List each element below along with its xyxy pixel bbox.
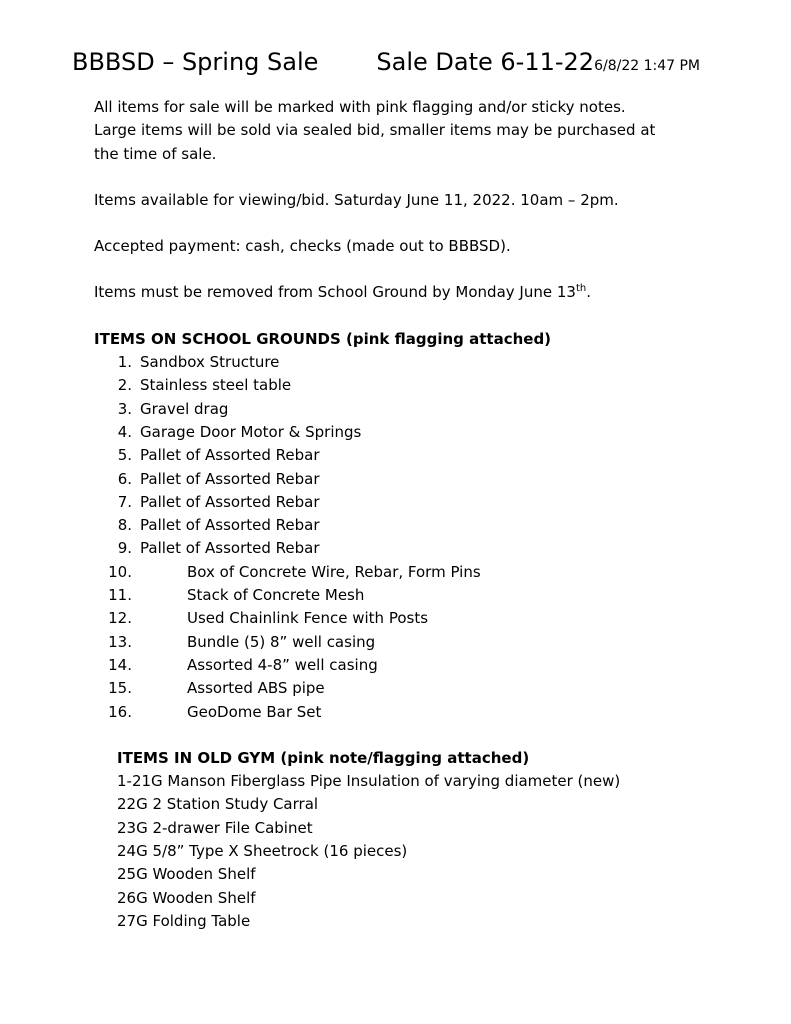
item-label: Pallet of Assorted Rebar bbox=[140, 516, 320, 535]
document-title: BBBSD – Spring Sale bbox=[72, 48, 319, 76]
list-item bbox=[94, 584, 754, 607]
item-label: Assorted ABS pipe bbox=[187, 679, 325, 698]
grounds-heading: ITEMS ON SCHOOL GROUNDS (pink flagging attached) bbox=[94, 329, 552, 348]
list-item bbox=[94, 654, 754, 677]
list-item: 26G Wooden Shelf bbox=[117, 888, 256, 907]
item-number: 12. bbox=[108, 609, 132, 628]
item-label: Pallet of Assorted Rebar bbox=[140, 446, 320, 465]
item-number: 9. bbox=[117, 539, 132, 558]
gym-heading: ITEMS IN OLD GYM (pink note/flagging attached) bbox=[117, 748, 530, 767]
list-item bbox=[94, 537, 754, 560]
list-item bbox=[94, 701, 754, 724]
item-label: GeoDome Bar Set bbox=[187, 702, 322, 721]
item-number: 14. bbox=[108, 655, 132, 674]
item-label: Stack of Concrete Mesh bbox=[187, 586, 365, 605]
list-item bbox=[94, 607, 754, 630]
list-item: 22G 2 Station Study Carral bbox=[117, 795, 319, 814]
item-number: 1. bbox=[117, 353, 132, 372]
removal-text: Items must be removed from School Ground by Monday June 13 bbox=[94, 283, 576, 302]
gym-list bbox=[117, 770, 754, 933]
removal-period: . bbox=[586, 283, 591, 302]
gym-section bbox=[94, 747, 754, 933]
item-label: Assorted 4-8” well casing bbox=[187, 655, 378, 674]
item-label: Bundle (5) 8” well casing bbox=[187, 632, 376, 651]
list-item bbox=[94, 351, 754, 374]
item-number: 13. bbox=[108, 632, 132, 651]
grounds-list bbox=[94, 351, 754, 724]
item-number: 5. bbox=[117, 446, 132, 465]
removal-info bbox=[94, 281, 754, 304]
item-number: 15. bbox=[108, 679, 132, 698]
list-item bbox=[94, 421, 754, 444]
item-label: Used Chainlink Fence with Posts bbox=[187, 609, 429, 628]
document-header bbox=[72, 48, 700, 76]
item-label: Stainless steel table bbox=[140, 376, 292, 395]
list-item bbox=[94, 468, 754, 491]
document-body bbox=[94, 96, 754, 933]
item-number: 4. bbox=[117, 422, 132, 441]
item-number: 11. bbox=[108, 586, 132, 605]
list-item bbox=[94, 514, 754, 537]
list-item: 24G 5/8” Type X Sheetrock (16 pieces) bbox=[117, 842, 408, 861]
item-label: Box of Concrete Wire, Rebar, Form Pins bbox=[187, 562, 481, 581]
item-number: 10. bbox=[108, 562, 132, 581]
print-timestamp: 6/8/22 1:47 PM bbox=[594, 58, 701, 74]
item-number: 6. bbox=[117, 469, 132, 488]
viewing-info: Items available for viewing/bid. Saturday June 11, 2022. 10am – 2pm. bbox=[94, 190, 619, 209]
item-label: Pallet of Assorted Rebar bbox=[140, 539, 320, 558]
list-item: 1-21G Manson Fiberglass Pipe Insulation of varying diameter (new) bbox=[117, 772, 621, 791]
list-item bbox=[94, 561, 754, 584]
payment-info: Accepted payment: cash, checks (made out to BBBSD). bbox=[94, 237, 511, 256]
list-item bbox=[94, 677, 754, 700]
item-label: Garage Door Motor & Springs bbox=[140, 422, 362, 441]
item-label: Gravel drag bbox=[140, 399, 229, 418]
item-number: 8. bbox=[117, 516, 132, 535]
intro-line: the time of sale. bbox=[94, 144, 217, 163]
list-item bbox=[94, 631, 754, 654]
list-item: 25G Wooden Shelf bbox=[117, 865, 256, 884]
item-label: Sandbox Structure bbox=[140, 353, 280, 372]
list-item: 27G Folding Table bbox=[117, 911, 251, 930]
sale-date: Sale Date 6-11-22 bbox=[376, 48, 595, 76]
item-label: Pallet of Assorted Rebar bbox=[140, 492, 320, 511]
item-number: 2. bbox=[117, 376, 132, 395]
list-item bbox=[94, 491, 754, 514]
list-item bbox=[94, 374, 754, 397]
intro-line: Large items will be sold via sealed bid, smaller items may be purchased at bbox=[94, 121, 656, 140]
intro-line: All items for sale will be marked with pink flagging and/or sticky notes. bbox=[94, 98, 626, 116]
item-number: 7. bbox=[117, 492, 132, 511]
list-item bbox=[94, 444, 754, 467]
removal-superscript: th bbox=[575, 283, 587, 295]
item-number: 3. bbox=[117, 399, 132, 418]
list-item: 23G 2-drawer File Cabinet bbox=[117, 818, 313, 837]
list-item bbox=[94, 398, 754, 421]
item-label: Pallet of Assorted Rebar bbox=[140, 469, 320, 488]
item-number: 16. bbox=[108, 702, 132, 721]
